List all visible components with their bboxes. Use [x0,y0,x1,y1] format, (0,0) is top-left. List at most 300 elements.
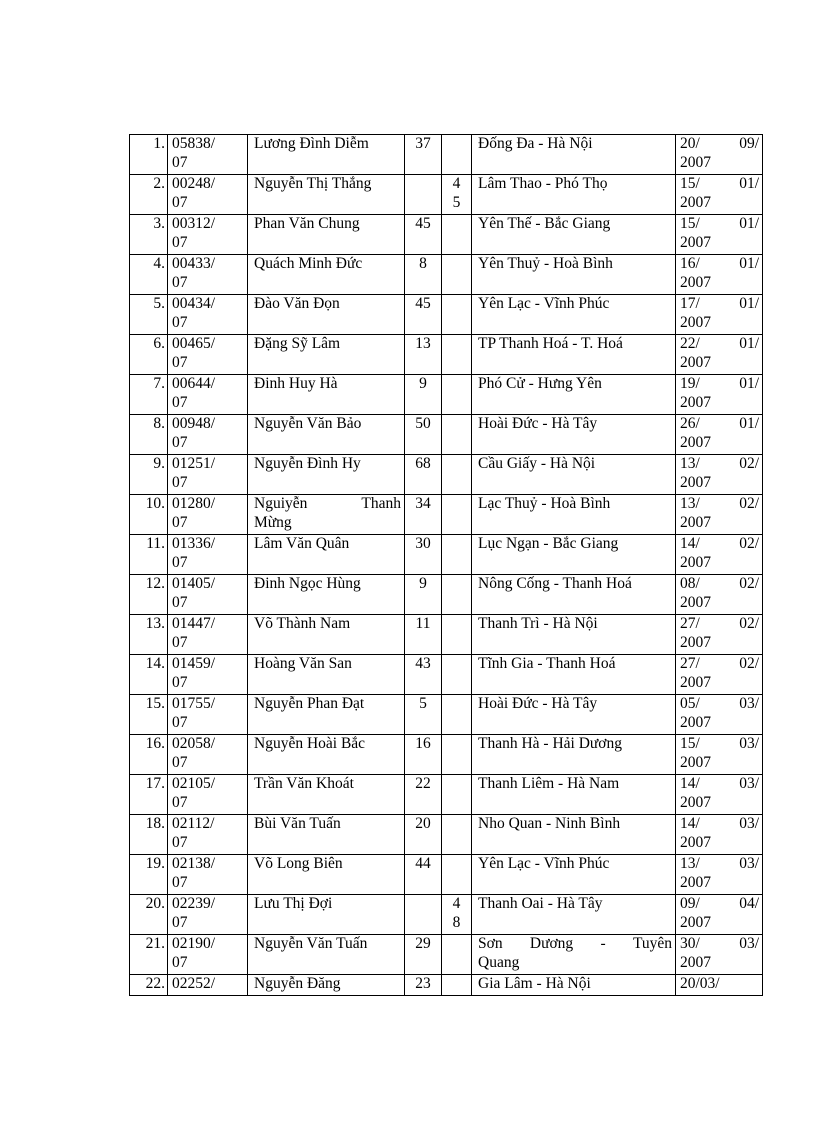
record-code-line2: 07 [172,593,188,611]
date-cell [676,295,763,335]
table-row [130,695,763,735]
date-top-line [680,495,759,514]
record-code-line1: 00312/ [172,215,216,232]
date-year: 2007 [680,193,711,211]
date-month: 02/ [739,535,759,552]
record-code-line1: 01405/ [172,575,216,592]
address-cell [472,655,676,695]
table-row [130,175,763,215]
address: Thanh Hà - Hải Dương [478,735,623,752]
date-day: 14/ [680,815,700,832]
record-code-cell [168,655,248,695]
row-number: 2. [130,175,168,215]
patient-name: Hoàng Văn San [254,655,352,672]
record-code-line1: 00248/ [172,175,216,192]
table-row [130,815,763,855]
address-cell [472,295,676,335]
date-year: 2007 [680,793,711,811]
address-cell [472,895,676,935]
record-code-cell [168,335,248,375]
table-row [130,615,763,655]
patient-name: Nguyễn Văn Tuấn [254,935,368,952]
table-row [130,855,763,895]
address-line1 [478,935,672,954]
patient-name-cell [248,735,405,775]
patient-name: Đào Văn Đọn [254,295,340,312]
row-number: 9. [130,455,168,495]
age-female-cell [442,575,472,615]
patient-name-cell [248,935,405,975]
date-day: 14/ [680,535,700,552]
record-code-line2: 07 [172,353,188,371]
patient-name-cell [248,335,405,375]
address: Lạc Thuỷ - Hoà Bình [478,495,611,512]
age-female-cell [442,415,472,455]
record-code-line1: 01280/ [172,495,216,512]
record-code-line2: 07 [172,873,188,891]
record-code-line2: 07 [172,673,188,691]
age-male: 23 [405,975,442,996]
age-male: 44 [405,855,442,895]
date-month: 02/ [739,455,759,472]
date-cell [676,855,763,895]
date-cell [676,535,763,575]
patient-name: Nguyễn Đăng [254,975,341,992]
address-cell [472,735,676,775]
patient-name-cell [248,135,405,175]
age-male: 37 [405,135,442,175]
date-top-line [680,815,759,834]
date-top-line [680,535,759,554]
date-month: 03/ [739,855,759,872]
address-cell [472,975,676,996]
address-cell [472,175,676,215]
patient-name: Nguyễn Hoài Bắc [254,735,366,752]
date-day: 20/ [680,135,700,152]
age-female-cell [442,855,472,895]
table-row [130,655,763,695]
record-code-line1: 00644/ [172,375,216,392]
patient-name: Phan Văn Chung [254,215,360,232]
address-cell [472,415,676,455]
record-code-line1: 01755/ [172,695,216,712]
record-code-cell [168,735,248,775]
date-month: 02/ [739,495,759,512]
address-word: Tuyên [632,935,672,952]
patient-name-cell [248,575,405,615]
address-cell [472,535,676,575]
record-code-cell [168,455,248,495]
date-year: 2007 [680,553,711,571]
row-number: 20. [130,895,168,935]
date-cell [676,175,763,215]
date-cell [676,495,763,535]
date-cell [676,375,763,415]
age-male: 45 [405,295,442,335]
record-code-line2: 07 [172,553,188,571]
patient-name-line1 [254,495,401,514]
patient-name-cell [248,855,405,895]
date-day: 22/ [680,335,700,352]
age-male: 8 [405,255,442,295]
patient-name: Nguyễn Thị Thắng [254,175,372,192]
row-number: 16. [130,735,168,775]
row-number: 22. [130,975,168,996]
date-cell [676,935,763,975]
record-code-line2: 07 [172,633,188,651]
age-male: 16 [405,735,442,775]
date-year: 2007 [680,513,711,531]
age-female-cell [442,215,472,255]
patient-name-cell [248,775,405,815]
table-row [130,775,763,815]
address-cell [472,775,676,815]
date-cell [676,775,763,815]
date-month: 09/ [739,135,759,152]
table-row [130,575,763,615]
address: Đống Đa - Hà Nội [478,135,593,152]
date-day: 15/ [680,215,700,232]
record-code-line2: 07 [172,273,188,291]
date-day: 13/ [680,855,700,872]
record-code-cell [168,815,248,855]
age-male: 68 [405,455,442,495]
patient-name-cell [248,375,405,415]
address: Yên Thuỷ - Hoà Bình [478,255,613,272]
date-year: 2007 [680,873,711,891]
patient-name-cell [248,215,405,255]
address: Gia Lâm - Hà Nội [478,975,591,992]
date-month: 01/ [739,335,759,352]
age-female-cell [442,775,472,815]
date-cell [676,255,763,295]
date-month: 02/ [739,615,759,632]
address-cell [472,255,676,295]
date-year: 2007 [680,673,711,691]
patient-name: Quách Minh Đức [254,255,363,272]
address-cell [472,615,676,655]
address: TP Thanh Hoá - T. Hoá [478,335,623,352]
address: Nông Cống - Thanh Hoá [478,575,632,592]
row-number: 12. [130,575,168,615]
age-male: 5 [405,695,442,735]
row-number: 14. [130,655,168,695]
record-code-cell [168,775,248,815]
table-body [130,135,763,996]
record-code-cell [168,495,248,535]
date-month: 03/ [739,775,759,792]
table-row [130,375,763,415]
date-top-line [680,935,759,954]
patient-name-cell [248,175,405,215]
patient-name-cell [248,615,405,655]
age-female-cell [442,335,472,375]
record-code-cell [168,695,248,735]
patient-name-part: Thanh [361,495,401,512]
address-cell [472,935,676,975]
patient-name: Nguyễn Văn Bảo [254,415,362,432]
patient-name: Đặng Sỹ Lâm [254,335,341,352]
patient-name-cell [248,695,405,735]
date-year: 2007 [680,593,711,611]
record-code-line1: 02105/ [172,775,216,792]
row-number: 11. [130,535,168,575]
patient-name: Võ Thành Nam [254,615,351,632]
date-top-line [680,175,759,194]
table-row [130,135,763,175]
date-top-line [680,415,759,434]
age-female-cell [442,655,472,695]
address: Lục Ngạn - Bắc Giang [478,535,619,552]
date-cell [676,735,763,775]
record-code-line2: 07 [172,953,188,971]
date-top-line [680,255,759,274]
record-code-line1: 00948/ [172,415,216,432]
patient-name-part: Nguiyễn [254,495,308,512]
patient-name-cell [248,655,405,695]
row-number: 10. [130,495,168,535]
age-male: 34 [405,495,442,535]
date-top-line [680,295,759,314]
date-year: 2007 [680,313,711,331]
address: Nho Quan - Ninh Bình [478,815,621,832]
address-cell [472,335,676,375]
date-cell [676,335,763,375]
record-code-line2: 07 [172,713,188,731]
date-year: 2007 [680,433,711,451]
date-day: 15/ [680,735,700,752]
address-line2: Quang [478,953,520,971]
record-code-line2: 07 [172,433,188,451]
record-code-line2: 07 [172,393,188,411]
record-code-line1: 00434/ [172,295,216,312]
table-row [130,735,763,775]
age-female-cell [442,135,472,175]
date-month: 04/ [739,895,759,912]
patient-name-cell [248,495,405,535]
date-top-line [680,655,759,674]
address-cell [472,215,676,255]
date-day: 30/ [680,935,700,952]
address-cell [472,375,676,415]
address-cell [472,815,676,855]
table-row [130,335,763,375]
address-word: Sơn [478,935,503,952]
age-female-cell [442,975,472,996]
address: Hoài Đức - Hà Tây [478,695,598,712]
age-female-cell [442,375,472,415]
age-female-cell [442,535,472,575]
address: Yên Thế - Bắc Giang [478,215,611,232]
age-female-cell [442,495,472,535]
address: Yên Lạc - Vĩnh Phúc [478,295,610,312]
table-row [130,495,763,535]
record-code-cell [168,135,248,175]
address: Hoài Đức - Hà Tây [478,415,598,432]
date-year: 2007 [680,153,711,171]
record-code-line2: 07 [172,753,188,771]
date-day: 14/ [680,775,700,792]
age-female-cell [442,615,472,655]
date-month: 01/ [739,175,759,192]
date-year: 2007 [680,273,711,291]
record-code-line2: 07 [172,153,188,171]
date-day: 27/ [680,615,700,632]
row-number: 19. [130,855,168,895]
age-male: 20 [405,815,442,855]
age-male: 29 [405,935,442,975]
date-day: 05/ [680,695,700,712]
date-year: 2007 [680,833,711,851]
row-number: 6. [130,335,168,375]
date-cell [676,615,763,655]
address: Tĩnh Gia - Thanh Hoá [478,655,616,672]
row-number: 17. [130,775,168,815]
table-row [130,255,763,295]
row-number: 8. [130,415,168,455]
age-male: 11 [405,615,442,655]
table-row [130,455,763,495]
patient-name: Đinh Ngọc Hùng [254,575,361,592]
date-year: 2007 [680,473,711,491]
date-year: 2007 [680,393,711,411]
table-row [130,215,763,255]
date-top-line [680,775,759,794]
date-year: 2007 [680,353,711,371]
table-row [130,535,763,575]
date-cell [676,575,763,615]
record-code-line2: 07 [172,233,188,251]
date-top-line [680,855,759,874]
date-month: 01/ [739,255,759,272]
date-cell [676,415,763,455]
age-female-digit2: 8 [452,913,461,931]
record-code-cell [168,855,248,895]
record-code-line2: 07 [172,513,188,531]
record-code-line1: 02112/ [172,815,215,832]
record-code-line2: 07 [172,793,188,811]
date-top-line [680,615,759,634]
patient-name-line2: Mừng [254,513,292,531]
age-male: 22 [405,775,442,815]
record-code-line2: 07 [172,913,188,931]
date-month: 03/ [739,735,759,752]
record-code-line1: 02138/ [172,855,216,872]
date-top-line [680,375,759,394]
record-code-cell [168,895,248,935]
date-day: 26/ [680,415,700,432]
table-row [130,295,763,335]
address-cell [472,135,676,175]
patient-name: Bùi Văn Tuấn [254,815,341,832]
patient-register-table [129,134,763,996]
address: Thanh Oai - Hà Tây [478,895,603,912]
address: Yên Lạc - Vĩnh Phúc [478,855,610,872]
age-female-cell [442,735,472,775]
record-code-cell [168,975,248,996]
date-year: 2007 [680,713,711,731]
record-code-line1: 01336/ [172,535,216,552]
address-cell [472,575,676,615]
record-code-cell [168,415,248,455]
date-day: 19/ [680,375,700,392]
age-male: 13 [405,335,442,375]
date-top-line [680,735,759,754]
record-code-line1: 01447/ [172,615,216,632]
date-cell [676,815,763,855]
age-female-cell [442,815,472,855]
date-month: 03/ [739,695,759,712]
date-cell [676,215,763,255]
row-number: 15. [130,695,168,735]
date-month: 03/ [739,935,759,952]
date-day: 13/ [680,495,700,512]
row-number: 5. [130,295,168,335]
patient-name-cell [248,895,405,935]
patient-name: Lương Đình Diễm [254,135,369,152]
date-year: 2007 [680,953,711,971]
date-top-line [680,975,759,994]
patient-name: Đinh Huy Hà [254,375,338,392]
record-code-cell [168,175,248,215]
patient-name-cell [248,415,405,455]
record-code-line1: 01459/ [172,655,216,672]
record-code-cell [168,215,248,255]
address-word: - [600,935,606,952]
age-male [405,895,442,935]
patient-name: Nguyễn Đình Hy [254,455,361,472]
age-female-cell [442,175,472,215]
patient-name: Trần Văn Khoát [254,775,354,792]
date-day: 13/ [680,455,700,472]
row-number: 4. [130,255,168,295]
row-number: 3. [130,215,168,255]
patient-name: Lâm Văn Quân [254,535,350,552]
patient-name: Võ Long Biên [254,855,343,872]
date-top-line [680,695,759,714]
record-code-line1: 01251/ [172,455,216,472]
record-code-line1: 02058/ [172,735,216,752]
record-code-cell [168,255,248,295]
date-year: 2007 [680,233,711,251]
age-male: 30 [405,535,442,575]
record-code-line2: 07 [172,193,188,211]
address: Lâm Thao - Phó Thọ [478,175,608,192]
date-cell [676,455,763,495]
address-word: Dương [529,935,574,952]
table-row [130,975,763,996]
age-female-cell [442,295,472,335]
row-number: 13. [130,615,168,655]
record-code-line2: 07 [172,473,188,491]
date-day: 09/ [680,895,700,912]
date-day: 27/ [680,655,700,672]
age-female-cell [442,895,472,935]
patient-name-cell [248,535,405,575]
date-month: 01/ [739,295,759,312]
date-day: 17/ [680,295,700,312]
record-code-cell [168,535,248,575]
patient-name-cell [248,455,405,495]
age-male: 45 [405,215,442,255]
date-cell [676,695,763,735]
age-female-cell [442,695,472,735]
date-year: 2007 [680,753,711,771]
date-month: 01/ [739,375,759,392]
record-code-line1: 00465/ [172,335,216,352]
date-day: 15/ [680,175,700,192]
age-female-cell [442,455,472,495]
